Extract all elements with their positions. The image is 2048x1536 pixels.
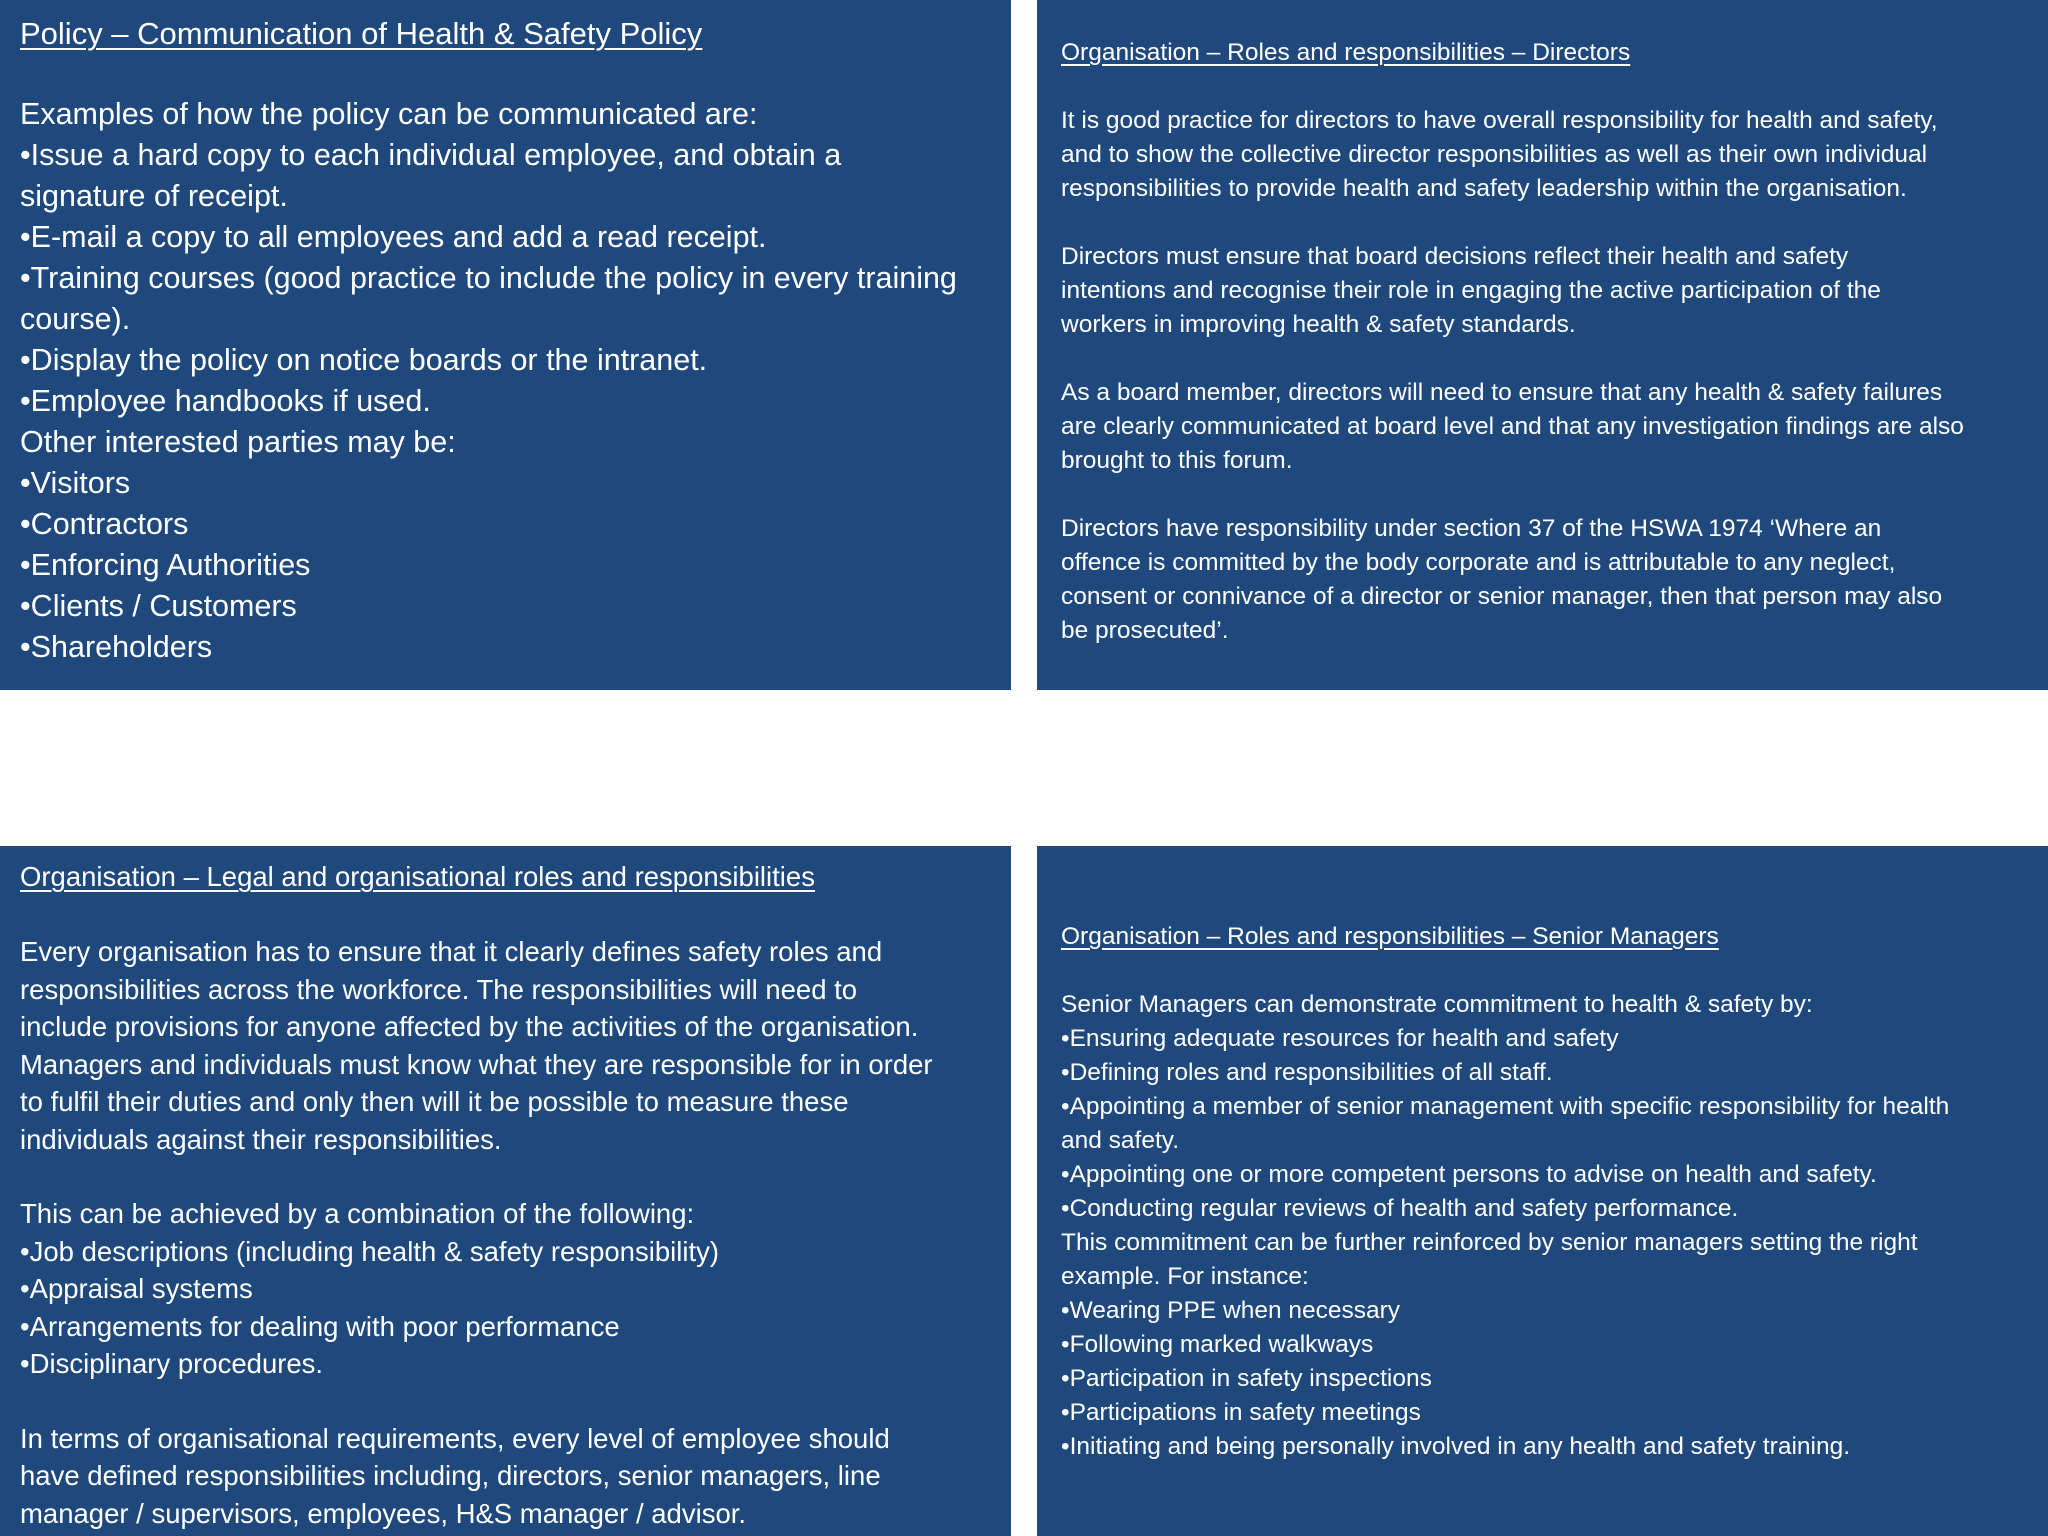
paragraph: [1061, 240, 2026, 342]
panel-body: [1061, 104, 2026, 648]
paragraph-line: are clearly communicated at board level and that any investigation findings are also: [1061, 413, 1964, 440]
paragraph-line: responsibilities across the workforce. The responsibilities will need to: [20, 973, 858, 1005]
list-item: •Ensuring adequate resources for health and safety: [1061, 1025, 1619, 1052]
paragraph-line: include provisions for anyone affected by the activities of the organisation.: [20, 1011, 919, 1042]
senior-managers-panel: [1037, 846, 2048, 1536]
list-item: •Issue a hard copy to each individual employee, and obtain a: [20, 138, 842, 172]
paragraph-line: intentions and recognise their role in engaging the active participation of the: [1061, 277, 1881, 304]
paragraph-line: workers in improving health & safety standards.: [1061, 311, 1576, 338]
paragraph-line: to fulfil their duties and only then will it be possible to measure these: [20, 1086, 849, 1117]
paragraph-line: individuals against their responsibilities.: [20, 1123, 502, 1155]
list-item: •Training courses (good practice to include the policy in every training: [20, 261, 957, 295]
paragraph-line: Managers and individuals must know what they are responsible for in order: [20, 1048, 933, 1080]
list-item: •Clients / Customers: [20, 589, 297, 623]
list-item: •Appraisal systems: [20, 1273, 253, 1304]
intro-text: Senior Managers can demonstrate commitment to health & safety by:: [1061, 991, 1813, 1018]
list-item: •Appointing a member of senior management with specific responsibility for health: [1061, 1093, 1950, 1120]
legal-roles-panel: [0, 846, 1011, 1536]
panel-title: Organisation – Legal and organisational roles and responsibilities: [20, 861, 815, 892]
list-item: •E-mail a copy to all employees and add a read receipt.: [20, 220, 767, 254]
list-item: •Visitors: [20, 466, 131, 500]
list-item: •Enforcing Authorities: [20, 548, 311, 582]
list-item: •Job descriptions (including health & safety responsibility): [20, 1235, 720, 1267]
paragraph-gap: [20, 1158, 991, 1195]
list-item: •Shareholders: [20, 630, 213, 664]
paragraph-line: Directors have responsibility under section 37 of the HSWA 1974 ‘Where an: [1061, 515, 1882, 542]
paragraph-line: manager / supervisors, employees, H&S manager / advisor.: [20, 1497, 747, 1529]
policy-communication-panel: [0, 0, 1011, 690]
list-item: •Appointing one or more competent persons to advise on health and safety.: [1061, 1161, 1877, 1188]
list-item: •Disciplinary procedures.: [20, 1348, 324, 1379]
paragraph: [1061, 104, 2026, 206]
intro-text: Examples of how the policy can be communicated are:: [20, 97, 758, 131]
list-item: •Participations in safety meetings: [1061, 1399, 1421, 1426]
paragraph-line: This commitment can be further reinforced by senior managers setting the right: [1061, 1229, 1918, 1256]
list-item: •Employee handbooks if used.: [20, 384, 431, 418]
directors-responsibilities-panel: [1037, 0, 2048, 690]
panel-body: [20, 933, 991, 1532]
paragraph-line: have defined responsibilities including, directors, senior managers, line: [20, 1460, 881, 1491]
paragraph-line: In terms of organisational requirements, every level of employee should: [20, 1422, 890, 1454]
list-intro: This can be achieved by a combination of the following:: [20, 1198, 695, 1229]
panel-body: [20, 94, 991, 668]
paragraph-line: Every organisation has to ensure that it clearly defines safety roles and: [20, 936, 883, 967]
paragraph-line: example. For instance:: [1061, 1263, 1309, 1290]
paragraph-line: As a board member, directors will need to ensure that any health & safety failures: [1061, 379, 1943, 406]
list-item: •Participation in safety inspections: [1061, 1365, 1432, 1392]
list-item: •Contractors: [20, 507, 189, 541]
list-item: •Conducting regular reviews of health and safety performance.: [1061, 1195, 1739, 1222]
panel-title: Policy – Communication of Health & Safety Policy: [20, 16, 703, 51]
paragraph-line: and to show the collective director responsibilities as well as their own individual: [1061, 141, 1928, 168]
paragraph-line: It is good practice for directors to have overall responsibility for health and safety,: [1061, 107, 1938, 134]
panel-title: Organisation – Roles and responsibilities – Directors: [1061, 39, 1631, 66]
panel-body: [1061, 988, 2026, 1464]
list-item: •Arrangements for dealing with poor performance: [20, 1310, 620, 1342]
paragraph-line: consent or connivance of a director or senior manager, then that person may also: [1061, 583, 1943, 610]
list-item: course).: [20, 302, 131, 336]
paragraph-line: brought to this forum.: [1061, 447, 1293, 474]
list-item: •Initiating and being personally involved in any health and safety training.: [1061, 1433, 1851, 1460]
list-item: and safety.: [1061, 1127, 1180, 1154]
panel-title: Organisation – Roles and responsibilities – Senior Managers: [1061, 923, 1719, 950]
other-parties-intro: Other interested parties may be:: [20, 425, 456, 459]
paragraph-line: responsibilities to provide health and safety leadership within the organisation.: [1061, 175, 1907, 202]
paragraph: [1061, 376, 2026, 478]
list-item: •Following marked walkways: [1061, 1331, 1374, 1358]
paragraph-line: Directors must ensure that board decisions reflect their health and safety: [1061, 243, 1849, 270]
paragraph-line: be prosecuted’.: [1061, 617, 1229, 644]
list-item: •Display the policy on notice boards or the intranet.: [20, 343, 708, 377]
paragraph: [1061, 512, 2026, 648]
list-item: signature of receipt.: [20, 179, 288, 213]
list-item: •Wearing PPE when necessary: [1061, 1297, 1401, 1324]
paragraph-line: offence is committed by the body corporate and is attributable to any neglect,: [1061, 549, 1896, 576]
list-item: •Defining roles and responsibilities of all staff.: [1061, 1059, 1553, 1086]
paragraph-gap: [20, 1383, 991, 1420]
